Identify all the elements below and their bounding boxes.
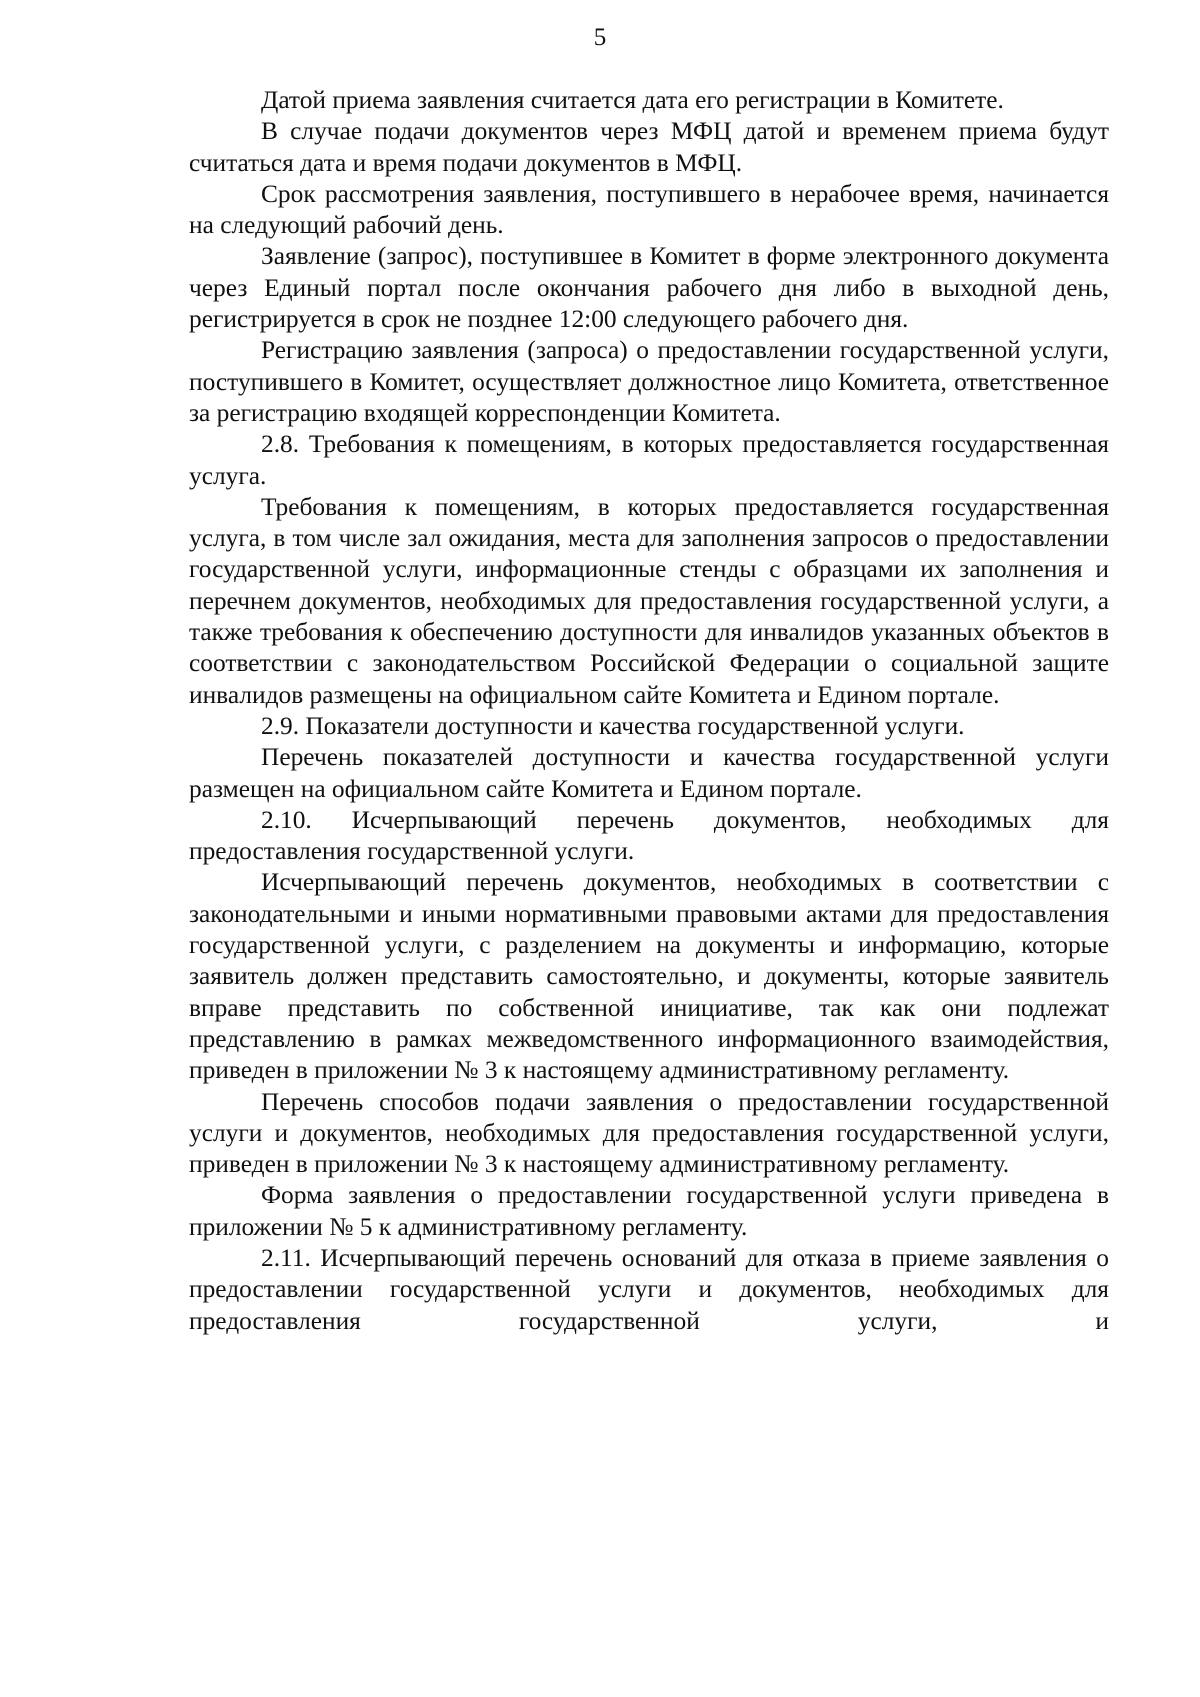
paragraph-documents-list: Исчерпывающий перечень документов, необходимых в соответствии с законодательными и иными нормативными правовыми актами для предоставления государственной услуги, с разделением на документы и информацию, которые заявитель должен представить самостоятельно, и документы, которые заявитель вправе представить по собственной инициативе, так как они подлежат представлению в рамках межведомственного информационного взаимодействия, приведен в приложении № 3 к настоящему административному регламенту. bbox=[189, 868, 1109, 1085]
paragraph-electronic-request: Заявление (запрос), поступившее в Комитет в форме электронного документа через Единый портал после окончания рабочего дня либо в выходной день, регистрируется в срок не позднее 12:00 следующего рабочего дня. bbox=[189, 242, 1109, 334]
paragraph-mfc-submission: В случае подачи документов через МФЦ датой и временем приема будут считаться дата и время подачи документов в МФЦ. bbox=[189, 117, 1109, 177]
page-number: 5 bbox=[593, 24, 607, 51]
section-heading-2-8: 2.8. Требования к помещениям, в которых предоставляется государственная услуга. bbox=[189, 430, 1109, 490]
paragraph-non-working-time: Срок рассмотрения заявления, поступившего в нерабочее время, начинается на следующий рабочий день. bbox=[189, 179, 1109, 240]
paragraph-submission-methods: Перечень способов подачи заявления о предоставлении государственной услуги и документов, необходимых для предоставления государственной услуги, приведен в приложении № 3 к настоящему административному регламенту. bbox=[189, 1087, 1109, 1179]
document-body bbox=[189, 85, 1109, 1337]
section-heading-2-10: 2.10. Исчерпывающий перечень документов, необходимых для предоставления государственной услуги. bbox=[189, 805, 1109, 866]
paragraph-premises-requirements: Требования к помещениям, в которых предоставляется государственная услуга, в том числе зал ожидания, места для заполнения запросов о предоставлении государственной услуги, информационные стенды с образцами их заполнения и перечнем документов, необходимых для предоставления государственной услуги, а также требования к обеспечению доступности для инвалидов указанных объектов в соответствии с законодательством Российской Федерации о социальной защите инвалидов размещены на официальном сайте Комитета и Едином портале. bbox=[189, 492, 1109, 709]
section-heading-2-9: 2.9. Показатели доступности и качества государственной услуги. bbox=[261, 711, 965, 740]
paragraph-accessibility-indicators: Перечень показателей доступности и качества государственной услуги размещен на официальном сайте Комитета и Едином портале. bbox=[189, 743, 1109, 803]
paragraph-registration-official: Регистрацию заявления (запроса) о предоставлении государственной услуги, поступившего в Комитет, осуществляет должностное лицо Комитета, ответственное за регистрацию входящей корреспонденции Комитета. bbox=[189, 336, 1109, 427]
paragraph-receipt-date: Датой приема заявления считается дата его регистрации в Комитете. bbox=[261, 86, 1004, 114]
paragraph-application-form: Форма заявления о предоставлении государственной услуги приведена в приложении № 5 к административному регламенту. bbox=[189, 1181, 1109, 1241]
section-heading-2-11: 2.11. Исчерпывающий перечень оснований для отказа в приеме заявления о предоставлении государственной услуги и документов, необходимых для предоставления государственной услуги, и bbox=[189, 1243, 1109, 1335]
